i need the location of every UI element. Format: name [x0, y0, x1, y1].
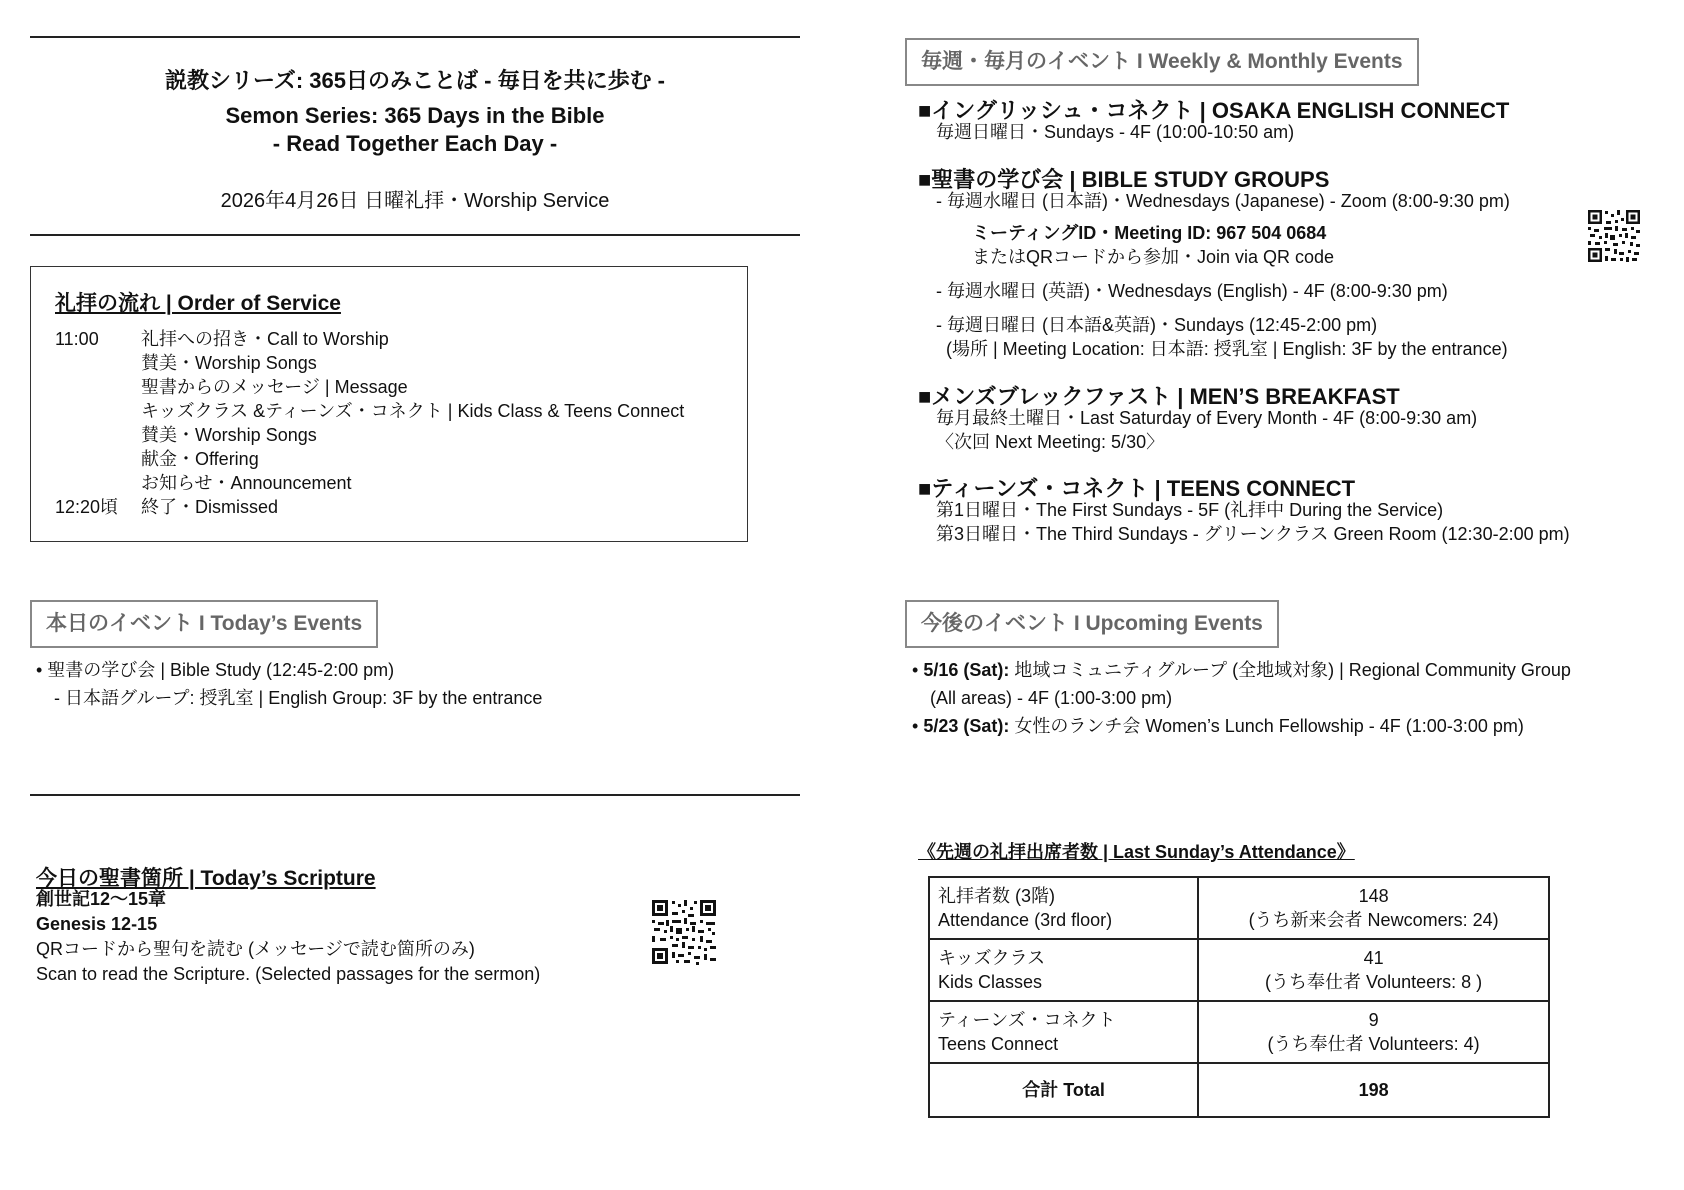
total-value: 198 [1198, 1063, 1549, 1117]
order-item: キッズクラス &ティーンズ・コネクト | Kids Class & Teens Connect [141, 401, 685, 421]
mens-breakfast-schedule: 毎月最終土曜日・Last Saturday of Every Month - 4F (8:00-9:30 am) [936, 408, 1478, 428]
series-title-jp: 説教シリーズ: 365日のみことば - 毎日を共に歩む - [164, 68, 666, 93]
english-connect-heading: ■イングリッシュ・コネクト | OSAKA ENGLISH CONNECT [918, 98, 1510, 123]
order-item: 12:20頃 終了・Dismissed [55, 497, 279, 517]
mens-breakfast-next: 〈次回 Next Meeting: 5/30〉 [936, 432, 1165, 452]
table-row: ティーンズ・コネクト Teens Connect 9 (うち奉仕者 Volunteers: 4) [929, 1001, 1549, 1063]
order-item: お知らせ・Announcement [141, 473, 352, 493]
upcoming-event-1-cont: (All areas) - 4F (1:00-3:00 pm) [930, 688, 1173, 708]
order-item: 賛美・Worship Songs [141, 425, 317, 445]
bible-study-wed-jp: - 毎週水曜日 (日本語)・Wednesdays (Japanese) - Zoom (8:00-9:30 pm) [936, 191, 1510, 211]
table-row: 礼拝者数 (3階) Attendance (3rd floor) 148 (うち新来会者 Newcomers: 24) [929, 877, 1549, 939]
scripture-note-en: Scan to read the Scripture. (Selected passages for the sermon) [36, 964, 541, 984]
scripture-ref-jp: 創世記12〜15章 [36, 889, 167, 909]
attendance-table [928, 876, 1550, 1118]
scripture-qr-code-icon[interactable] [650, 898, 718, 966]
order-item: 聖書からのメッセージ | Message [141, 377, 408, 397]
english-connect-schedule: 毎週日曜日・Sundays - 4F (10:00-10:50 am) [936, 122, 1295, 142]
series-title-en-1: Semon Series: 365 Days in the Bible [225, 103, 605, 128]
total-label: 合計 Total [929, 1063, 1198, 1117]
total-row [929, 1063, 1549, 1117]
teens-connect-first: 第1日曜日・The First Sundays - 5F (礼拝中 During the Service) [936, 500, 1444, 520]
bible-study-heading: ■聖書の学び会 | BIBLE STUDY GROUPS [918, 167, 1330, 192]
attendance-title: 《先週の礼拝出席者数 | Last Sunday’s Attendance》 [918, 842, 1355, 862]
scripture-title: 今日の聖書箇所 | Today’s Scripture [36, 867, 376, 890]
service-date: 2026年4月26日 日曜礼拝・Worship Service [220, 190, 610, 212]
upcoming-event-1: • 5/16 (Sat): 地域コミュニティグループ (全地域対象) | Regional Community Group [912, 660, 1571, 680]
top-rule-left [30, 36, 800, 38]
order-item: 献金・Offering [141, 449, 259, 469]
order-of-service-list [55, 327, 684, 519]
series-title-en-2: - Read Together Each Day - [272, 131, 558, 156]
teens-connect-heading: ■ティーンズ・コネクト | TEENS CONNECT [918, 476, 1356, 501]
scripture-ref-en: Genesis 12-15 [36, 914, 158, 934]
teens-connect-third: 第3日曜日・The Third Sundays - グリーンクラス Green Room (12:30-2:00 pm) [936, 524, 1570, 544]
todays-event-item: • 聖書の学び会 | Bible Study (12:45-2:00 pm) [36, 660, 395, 680]
todays-event-subitem: - 日本語グループ: 授乳室 | English Group: 3F by the entrance [54, 688, 543, 708]
order-of-service-title: 礼拝の流れ | Order of Service [55, 292, 341, 315]
order-of-service-box [30, 266, 748, 542]
todays-events-tag: 本日のイベント I Today’s Events [30, 600, 378, 648]
order-item: 賛美・Worship Songs [141, 353, 317, 373]
scripture-note-jp: QRコードから聖句を読む (メッセージで読む箇所のみ) [36, 939, 475, 959]
mens-breakfast-heading: ■メンズブレックファスト | MEN’S BREAKFAST [918, 384, 1400, 409]
scripture-block [36, 887, 540, 987]
bible-study-sun: - 毎週日曜日 (日本語&英語)・Sundays (12:45-2:00 pm) [936, 315, 1378, 335]
bible-study-wed-en: - 毎週水曜日 (英語)・Wednesdays (English) - 4F (8:00-9:30 pm) [936, 281, 1448, 301]
order-item: 11:00 礼拝への招き・Call to Worship [55, 329, 389, 349]
zoom-meeting-id: ミーティングID・Meeting ID: 967 504 0684 [972, 223, 1327, 243]
table-row: キッズクラス Kids Classes 41 (うち奉仕者 Volunteers: 8 ) [929, 939, 1549, 1001]
upcoming-event-2: • 5/23 (Sat): 女性のランチ会 Women’s Lunch Fellowship - 4F (1:00-3:00 pm) [912, 716, 1524, 736]
header-bottom-rule [30, 234, 800, 236]
scripture-top-rule [30, 794, 800, 796]
upcoming-events-tag: 今後のイベント I Upcoming Events [905, 600, 1279, 648]
weekly-events-tag: 毎週・毎月のイベント I Weekly & Monthly Events [905, 38, 1419, 86]
zoom-qr-code-icon[interactable] [1586, 208, 1642, 264]
zoom-qr-note: またはQRコードから参加・Join via QR code [972, 247, 1335, 267]
bible-study-location: (場所 | Meeting Location: 日本語: 授乳室 | English: 3F by the entrance) [946, 339, 1508, 359]
